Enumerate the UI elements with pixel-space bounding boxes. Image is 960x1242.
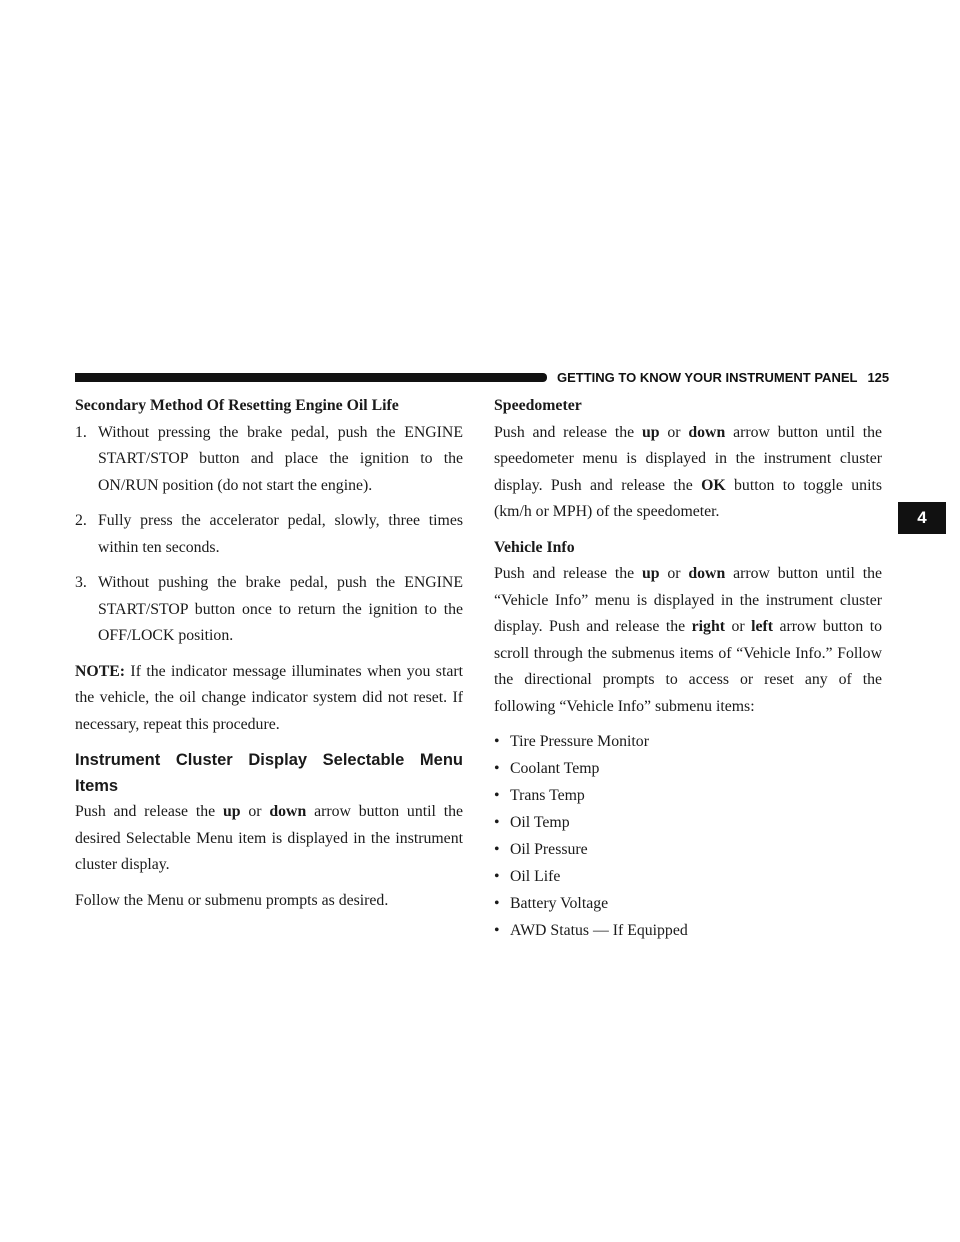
bullet-icon: • [494,814,500,831]
bullet-icon: • [494,760,500,777]
heading-selectable-menu-items: Instrument Cluster Display Selectable Menu Items [75,751,463,795]
list-item [75,420,463,500]
step-text: Without pressing the brake pedal, push the ENGINE START/STOP button and place the ignition to the ON/RUN position (do not start the engine). [98,423,463,494]
paragraph-selectable-menu: Push and release the up or down arrow button until the desired Selectable Menu item is displayed in the instrument cluster display. [75,803,464,873]
step-number: 2. [75,512,87,529]
chapter-tab: 4 [898,502,946,534]
list-item: • Oil Life [494,864,882,891]
bullet-icon: • [494,787,500,804]
step-text: Without pushing the brake pedal, push the ENGINE START/STOP button once to return the ignition to the OFF/LOCK position. [98,574,463,644]
bullet-icon: • [494,733,500,750]
list-item [75,570,463,650]
vehicle-info-submenu-list [494,729,882,945]
note-label: NOTE: [75,662,126,680]
paragraph-vehicle-info: Push and release the up or down arrow button until the “Vehicle Info” menu is displayed in the instrument cluster display. Push and release the right or left arrow button to scroll through the submenus items of “Vehicle Info.” Follow the directional prompts to access or reset any of the following “Vehicle Info” submenu items: [494,565,883,715]
note-text: If the indicator message illuminates when you start the vehicle, the oil change indicator system did not reset. If necessary, repeat this procedure. [75,662,463,733]
left-column [75,393,463,923]
page-number: 125 [867,370,890,385]
heading-secondary-method: Secondary Method Of Resetting Engine Oil Life [75,397,399,414]
list-item: • Trans Temp [494,783,882,810]
step-text: Fully press the accelerator pedal, slowly, three times within ten seconds. [98,512,463,556]
paragraph-speedometer: Push and release the up or down arrow button until the speedometer menu is displayed in the instrument cluster display. Push and release the OK button to toggle units (km/h or MPH) of the speedometer. [494,423,883,520]
list-item [75,508,463,561]
heading-vehicle-info: Vehicle Info [494,538,575,556]
bullet-icon: • [494,841,500,858]
heading-speedometer: Speedometer [494,397,582,414]
list-item: • Oil Temp [494,810,882,837]
step-number: 1. [75,423,87,441]
bullet-icon: • [494,868,500,885]
list-item: • Battery Voltage [494,891,882,918]
step-number: 3. [75,574,87,591]
right-column [494,393,882,945]
list-item: • Oil Pressure [494,837,882,864]
running-header [557,370,890,386]
list-item: • Tire Pressure Monitor [494,729,882,756]
note-paragraph [75,659,463,739]
section-title: GETTING TO KNOW YOUR INSTRUMENT PANEL [557,370,858,385]
header-rule [75,373,547,382]
bullet-icon: • [494,895,500,912]
reset-steps-list [75,420,463,650]
paragraph-follow-menu: Follow the Menu or submenu prompts as desired. [75,891,389,909]
bullet-icon: • [494,922,500,939]
list-item: • AWD Status — If Equipped [494,918,882,945]
list-item: • Coolant Temp [494,756,882,783]
